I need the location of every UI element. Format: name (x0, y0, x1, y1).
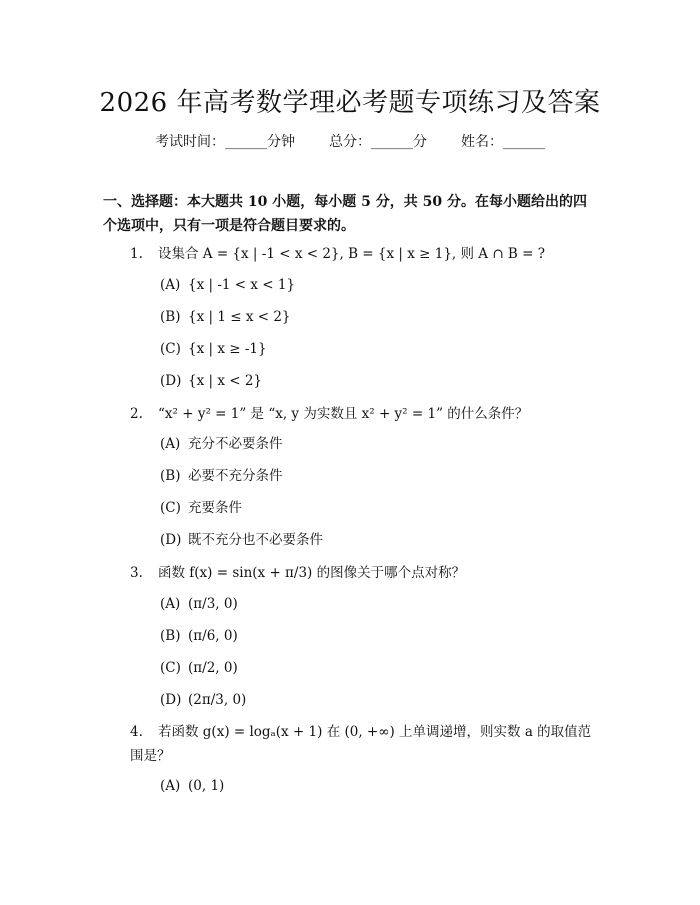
q2-option-d (160, 530, 323, 550)
question-number: 2. (130, 406, 143, 422)
q1-option-a (160, 275, 295, 295)
option-label: (B) (160, 309, 181, 325)
question-number: 4. (130, 724, 143, 740)
question-1 (130, 242, 594, 266)
q1-option-b (160, 307, 291, 327)
option-text: {x | x ≥ -1} (188, 341, 267, 357)
q2-option-b (160, 466, 283, 486)
page-title: 2026 年高考数学理必考题专项练习及答案 (99, 88, 601, 118)
question-text: 函数 f(x) = sin(x + π/3) 的图像关于哪个点对称？ (158, 565, 466, 581)
question-text: 设集合 A = {x | -1 < x < 2}, B = {x | x ≥ 1}, 则 A ∩ B = ? (158, 246, 545, 262)
q4-option-a (160, 776, 224, 796)
option-label: (C) (160, 500, 181, 516)
option-text: {x | x < 2} (188, 373, 263, 389)
question-text: 若函数 g(x) = logₐ(x + 1) 在 (0, +∞) 上单调递增，则实数 a 的取值范围是？ (130, 724, 592, 764)
q2-option-a (160, 434, 283, 454)
option-label: (A) (160, 778, 181, 794)
option-text: 充要条件 (188, 500, 242, 516)
q3-option-b (160, 626, 238, 646)
q1-option-d (160, 371, 262, 391)
option-text: {x | -1 < x < 1} (188, 277, 296, 293)
option-label: (D) (160, 532, 182, 548)
option-text: (π/2, 0) (188, 660, 238, 676)
option-text: (2π/3, 0) (188, 692, 247, 708)
q2-option-c (160, 498, 242, 518)
option-label: (A) (160, 436, 181, 452)
option-label: (B) (160, 628, 181, 644)
option-label: (C) (160, 660, 181, 676)
option-label: (B) (160, 468, 181, 484)
question-2 (130, 402, 594, 426)
question-text: “x² + y² = 1” 是 “x, y 为实数且 x² + y² = 1” 的什么条件？ (158, 406, 529, 422)
section-heading: 一、选择题：本大题共 10 小题，每小题 5 分，共 50 分。在每小题给出的四个选项中，只有一项是符合题目要求的。 (103, 194, 587, 234)
option-text: 既不充分也不必要条件 (188, 532, 323, 548)
question-4 (130, 720, 594, 768)
option-label: (A) (160, 596, 181, 612)
option-label: (A) (160, 277, 181, 293)
exam-name: 姓名：______ (461, 134, 545, 150)
question-number: 1. (130, 246, 143, 262)
option-label: (C) (160, 341, 181, 357)
question-number: 3. (130, 565, 143, 581)
option-label: (D) (160, 373, 182, 389)
option-text: 必要不充分条件 (188, 468, 283, 484)
exam-meta (0, 131, 700, 151)
option-text: (π/3, 0) (188, 596, 238, 612)
option-text: (0, 1) (188, 778, 225, 794)
exam-time: 考试时间：______分钟 (155, 134, 295, 150)
option-text: {x | 1 ≤ x < 2} (188, 309, 291, 325)
option-text: 充分不必要条件 (188, 436, 283, 452)
q1-option-c (160, 339, 267, 359)
q3-option-c (160, 658, 238, 678)
q3-option-d (160, 690, 246, 710)
exam-score: 总分：______分 (329, 134, 427, 150)
option-text: (π/6, 0) (188, 628, 238, 644)
q3-option-a (160, 594, 238, 614)
option-label: (D) (160, 692, 182, 708)
question-3 (130, 561, 594, 585)
